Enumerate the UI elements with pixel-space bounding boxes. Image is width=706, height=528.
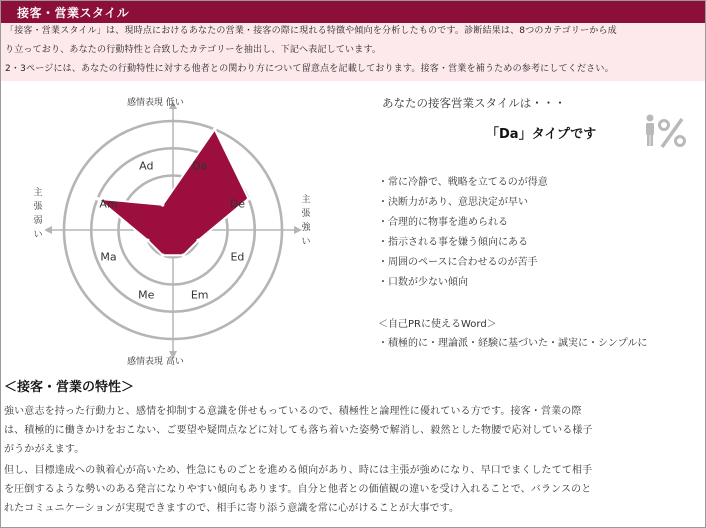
characteristics-line: は、積極的に働きかけをおこない、ご要望や疑問点などに対しても落ち着いた姿勢で解消し、毅然とした物腰で応対している様子 — [4, 425, 593, 436]
result-type: 「Da」タイプです — [486, 127, 597, 142]
characteristics-line: 強い意志を持った行動力と、感情を抑制する意識を併せもっているので、積極性と論理性に優れている方です。接客・営業の際 — [4, 406, 582, 417]
trait-item: ・周囲のペースに合わせるのが苦手 — [378, 257, 538, 268]
characteristics-line: がうかがえます。 — [4, 444, 85, 455]
category-label: Da — [192, 159, 208, 173]
axis-label-right: 主張強い — [301, 195, 311, 247]
data-point — [196, 239, 200, 243]
axis-label-top: 感情表現 低い — [127, 98, 184, 108]
result-heading: あなたの接客営業スタイルは・・・ — [382, 96, 566, 110]
data-point — [213, 127, 217, 131]
data-point — [182, 253, 186, 257]
intro-line: り立っており、あなたの行動特性と合致したカテゴリーを抽出し、下記へ表記しています。 — [5, 45, 382, 55]
category-label: Em — [190, 288, 209, 302]
characteristics-title: ＜接客・営業の特性＞ — [4, 380, 135, 395]
person-percent-icon — [642, 113, 690, 149]
characteristics-line: を圧倒するような勢いのある発言になりやすい傾向もあります。自分と他者との価値観の違いを受け入れることで、バランスのと — [4, 484, 592, 495]
style-radar-chart — [33, 90, 335, 368]
data-point — [247, 197, 251, 201]
pr-word-heading: ＜自己PRに使えるWord＞ — [378, 319, 497, 330]
arrow-left — [45, 226, 52, 234]
intro-line: 「接客・営業スタイル」は、現時点におけるあなたの営業・接客の際に現れる特徴や傾向を分析したものです。診断結果は、8つのカテゴリーから成 — [5, 26, 617, 36]
section-title: 接客・営業スタイル — [17, 6, 130, 20]
intro-line: 2・3ページには、あなたの行動特性に対する他者との関わり方について留意点を記載しております。接客・営業を補うための参考にしてください。 — [5, 64, 614, 74]
characteristics-line: れたコミュニケーションが実現できますので、相手に寄り添う意識を常に心がけることが大事です。 — [4, 503, 460, 514]
data-point — [161, 253, 165, 257]
trait-item: ・決断力があり、意思決定が早い — [378, 197, 528, 208]
axis-label-left: 主張弱い — [33, 188, 43, 240]
category-label: Ed — [230, 250, 245, 264]
category-label: Me — [138, 288, 155, 302]
category-label: Ad — [139, 159, 154, 173]
characteristics-line: 但し、目標達成への執着心が高いため、性急にものごとを進める傾向があり、時には主張が強めになり、早口でまくしたてて相手 — [4, 465, 593, 476]
axis-label-bottom: 感情表現 高い — [127, 357, 184, 367]
trait-item: ・常に冷静で、戦略を立てるのが得意 — [378, 177, 548, 188]
trait-item: ・指示される事を嫌う傾向にある — [378, 237, 528, 248]
data-point — [146, 239, 150, 243]
category-label: De — [229, 197, 246, 211]
trait-item: ・口数が少ない傾向 — [378, 277, 468, 288]
trait-item: ・合理的に物事を進められる — [378, 217, 508, 228]
pr-word-list: ・積極的に・理論派・経験に基づいた・誠実に・シンプルに — [378, 338, 648, 349]
intro-box — [1, 23, 705, 81]
radar-svg — [45, 90, 335, 368]
section-header — [1, 1, 705, 23]
category-label: Am — [99, 197, 118, 211]
category-label: Ma — [100, 250, 117, 264]
data-point — [161, 203, 165, 207]
